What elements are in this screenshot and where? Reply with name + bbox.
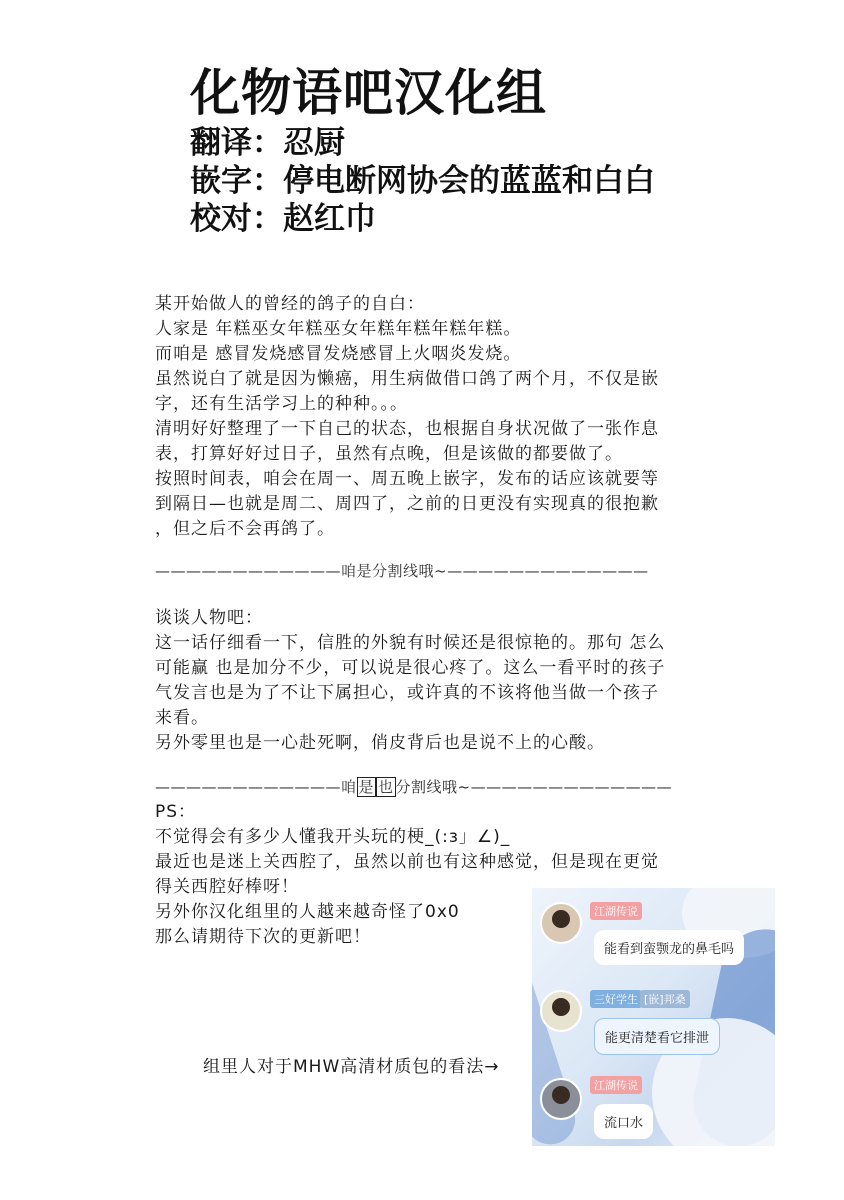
note-line: 那么请期待下次的更新吧！ [155,927,371,947]
avatar [540,1078,582,1120]
avatar [540,990,582,1032]
divider-2-boxed-char: 也 [378,778,394,796]
note-line: 而咱是 感冒发烧感冒发烧感冒上火咽炎发烧。 [155,344,522,364]
group-title: 化物语吧汉化组 [190,64,547,122]
note-line: 另外你汉化组里的人越来越奇怪了0x0 [155,902,460,922]
note-line: 不觉得会有多少人懂我开头玩的梗_(:з」∠)_ [155,827,511,847]
avatar [540,902,582,944]
chat-bubble: 流口水 [594,1104,653,1139]
note-line: 到隔日—也就是周二、周四了，之前的日更没有实现真的很抱歉 [155,494,659,514]
note-line: 得关西腔好棒呀！ [155,877,299,897]
divider-2-before: ————————————咱 [155,778,357,796]
user-tag: [嵌]邦桑 [640,990,690,1008]
chat-screenshot [532,888,775,1146]
note-line: 最近也是迷上关西腔了，虽然以前也有这种感觉，但是现在更觉 [155,852,659,872]
user-tag: 江湖传说 [590,1076,642,1094]
note-line: 谈谈人物吧： [155,608,263,628]
note-line: 表，打算好好过日子，虽然有点晚，但是该做的都要做了。 [155,444,623,464]
divider-2-after: 分割线哦~————————————— [395,778,673,796]
user-tag: 三好学生 [590,990,642,1008]
note-line: 某开始做人的曾经的鸽子的自白： [155,294,425,314]
credit-translate: 翻译：忍厨 [190,125,345,161]
user-tag: 江湖传说 [590,902,642,920]
note-line: 可能赢 也是加分不少，可以说是很心疼了。这么一看平时的孩子 [155,658,666,678]
credit-typeset: 嵌字：停电断网协会的蓝蓝和白白 [190,163,655,199]
note-line: PS： [155,802,197,822]
note-line: 来看。 [155,708,209,728]
divider-2-boxed-char: 是 [358,778,375,796]
divider-2 [155,776,672,797]
chat-bubble: 能看到蛮颚龙的鼻毛吗 [594,930,744,965]
chat-caption: 组里人对于MHW高清材质包的看法→ [203,1057,500,1077]
note-line: 虽然说白了就是因为懒癌，用生病做借口鸽了两个月，不仅是嵌 [155,369,659,389]
note-line: 另外零里也是一心赴死啊，俏皮背后也是说不上的心酸。 [155,733,605,753]
note-line: 按照时间表，咱会在周一、周五晚上嵌字，发布的话应该就要等 [155,469,659,489]
note-line: 气发言也是为了不让下属担心，或许真的不该将他当做一个孩子 [155,683,659,703]
credits-block [190,62,655,238]
note-section-1 [155,292,725,542]
note-line: 这一话仔细看一下，信胜的外貌有时候还是很惊艳的。那句 怎么 [155,633,666,653]
divider-1: ————————————咱是分割线哦~————————————— [155,562,649,580]
chat-bubble: 能更清楚看它排泄 [594,1018,720,1055]
note-line: 字，还有生活学习上的种种。。。 [155,394,408,414]
credit-proofread: 校对：赵红巾 [190,201,376,237]
note-line: ，但之后不会再鸽了。 [155,519,335,539]
note-section-2 [155,606,725,756]
note-line: 人家是 年糕巫女年糕巫女年糕年糕年糕年糕。 [155,319,522,339]
note-line: 清明好好整理了一下自己的状态，也根据自身状况做了一张作息 [155,419,659,439]
